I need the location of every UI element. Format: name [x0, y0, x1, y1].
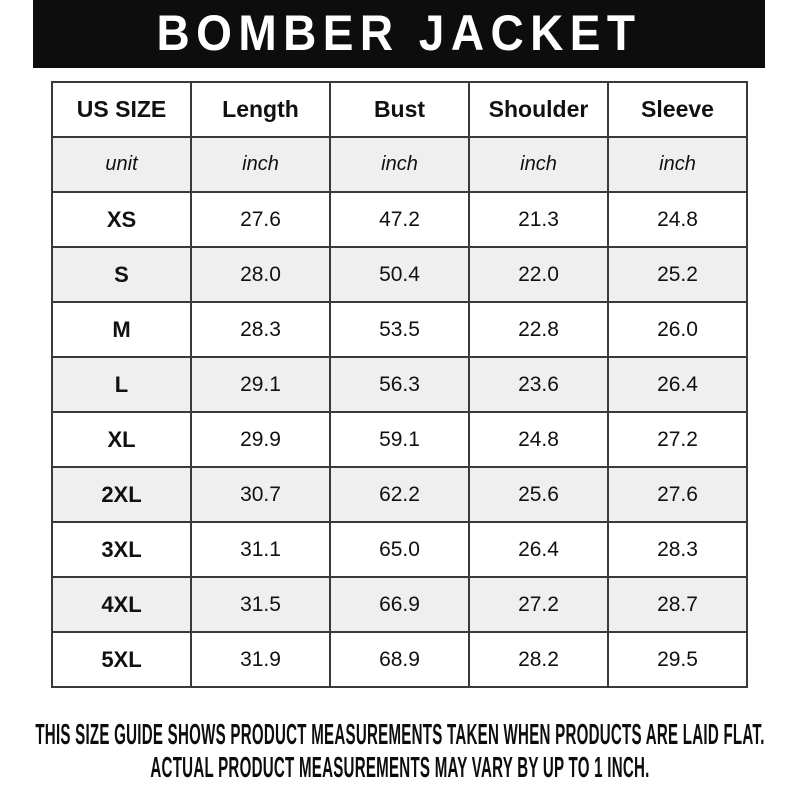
shoulder-cell: 21.3 — [469, 192, 608, 247]
unit-cell: inch — [330, 137, 469, 192]
shoulder-cell: 22.0 — [469, 247, 608, 302]
length-cell: 31.5 — [191, 577, 330, 632]
table-row-5xl — [52, 632, 747, 687]
column-header-bust: Bust — [330, 82, 469, 137]
size-cell: 4XL — [52, 577, 191, 632]
bust-cell: 47.2 — [330, 192, 469, 247]
length-cell: 28.0 — [191, 247, 330, 302]
length-cell: 27.6 — [191, 192, 330, 247]
unit-cell: unit — [52, 137, 191, 192]
bust-cell: 62.2 — [330, 467, 469, 522]
shoulder-cell: 28.2 — [469, 632, 608, 687]
shoulder-cell: 25.6 — [469, 467, 608, 522]
size-cell: S — [52, 247, 191, 302]
size-cell: XS — [52, 192, 191, 247]
bust-cell: 53.5 — [330, 302, 469, 357]
length-cell: 31.1 — [191, 522, 330, 577]
column-header-sleeve: Sleeve — [608, 82, 747, 137]
size-cell: 2XL — [52, 467, 191, 522]
shoulder-cell: 24.8 — [469, 412, 608, 467]
bust-cell: 65.0 — [330, 522, 469, 577]
length-cell: 31.9 — [191, 632, 330, 687]
product-title-banner — [33, 0, 765, 68]
unit-cell: inch — [191, 137, 330, 192]
size-cell: M — [52, 302, 191, 357]
size-table — [51, 81, 748, 688]
bust-cell: 66.9 — [330, 577, 469, 632]
length-cell: 29.9 — [191, 412, 330, 467]
table-row-xs — [52, 192, 747, 247]
sleeve-cell: 27.2 — [608, 412, 747, 467]
bust-cell: 56.3 — [330, 357, 469, 412]
table-row-m — [52, 302, 747, 357]
table-row-xl — [52, 412, 747, 467]
column-header-us-size: US SIZE — [52, 82, 191, 137]
sleeve-cell: 28.3 — [608, 522, 747, 577]
shoulder-cell: 26.4 — [469, 522, 608, 577]
sleeve-cell: 25.2 — [608, 247, 747, 302]
footer-note-line2: ACTUAL PRODUCT MEASUREMENTS MAY VARY BY UP TO 1 INCH. — [150, 752, 650, 784]
sleeve-cell: 26.4 — [608, 357, 747, 412]
table-row-2xl — [52, 467, 747, 522]
sleeve-cell: 26.0 — [608, 302, 747, 357]
table-row-4xl — [52, 577, 747, 632]
sleeve-cell: 29.5 — [608, 632, 747, 687]
sleeve-cell: 24.8 — [608, 192, 747, 247]
size-cell: L — [52, 357, 191, 412]
size-cell: 5XL — [52, 632, 191, 687]
page-title: BOMBER JACKET — [156, 5, 642, 61]
size-cell: 3XL — [52, 522, 191, 577]
column-header-shoulder: Shoulder — [469, 82, 608, 137]
table-row-l — [52, 357, 747, 412]
shoulder-cell: 22.8 — [469, 302, 608, 357]
unit-cell: inch — [608, 137, 747, 192]
shoulder-cell: 27.2 — [469, 577, 608, 632]
table-row-3xl — [52, 522, 747, 577]
bust-cell: 68.9 — [330, 632, 469, 687]
bust-cell: 50.4 — [330, 247, 469, 302]
shoulder-cell: 23.6 — [469, 357, 608, 412]
length-cell: 30.7 — [191, 467, 330, 522]
table-row-s — [52, 247, 747, 302]
header-row — [52, 82, 747, 137]
bust-cell: 59.1 — [330, 412, 469, 467]
unit-row — [52, 137, 747, 192]
sleeve-cell: 28.7 — [608, 577, 747, 632]
column-header-length: Length — [191, 82, 330, 137]
size-cell: XL — [52, 412, 191, 467]
length-cell: 29.1 — [191, 357, 330, 412]
unit-cell: inch — [469, 137, 608, 192]
measurement-disclaimer — [0, 719, 800, 785]
sleeve-cell: 27.6 — [608, 467, 747, 522]
length-cell: 28.3 — [191, 302, 330, 357]
footer-note-line1: THIS SIZE GUIDE SHOWS PRODUCT MEASUREMENTS TAKEN WHEN PRODUCTS ARE LAID FLAT. — [35, 719, 765, 751]
